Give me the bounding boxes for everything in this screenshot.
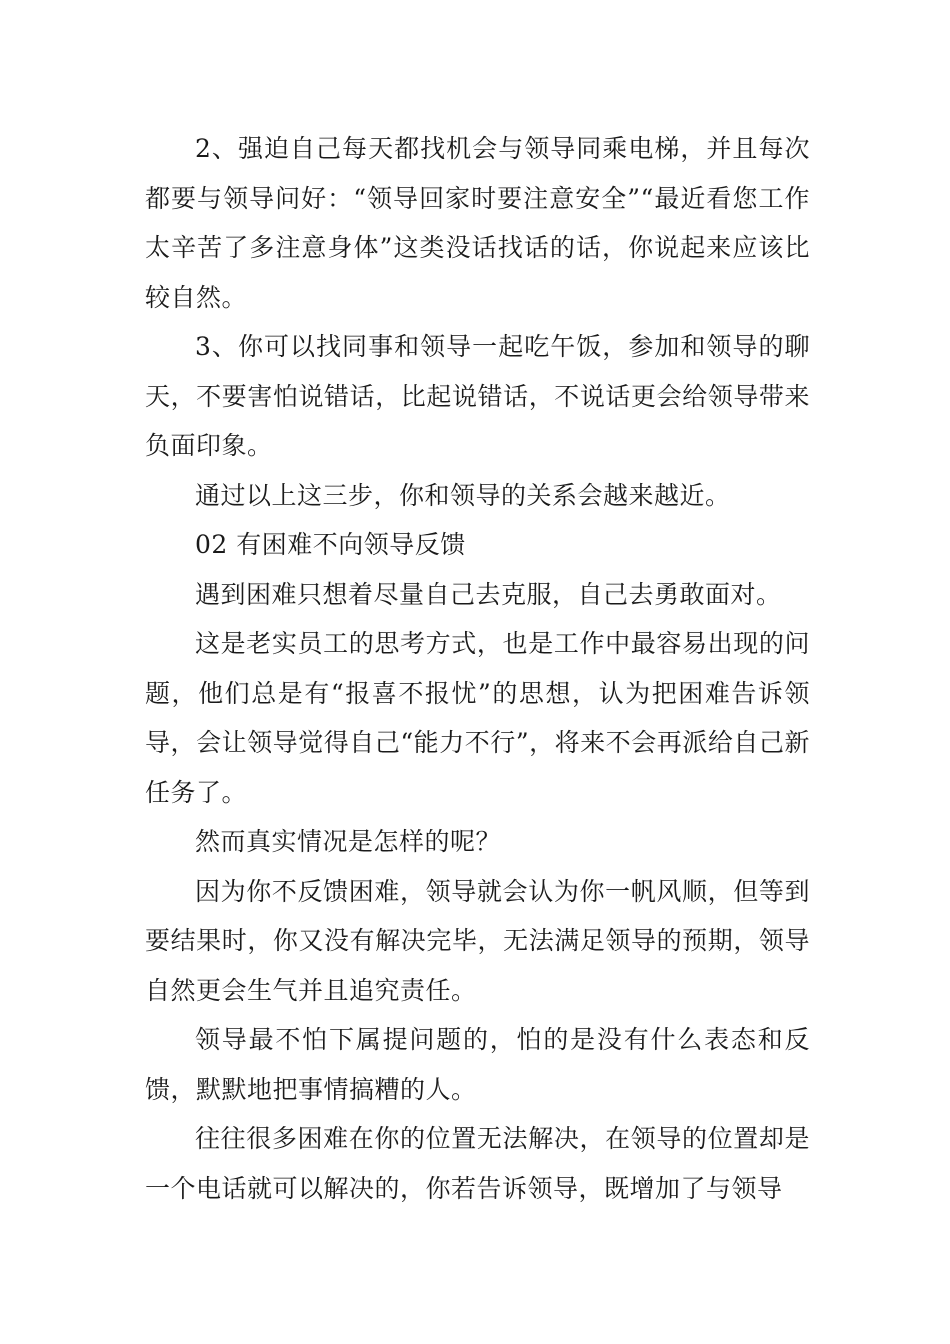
paragraph-leader-position: 往往很多困难在你的位置无法解决，在领导的位置却是一个电话就可以解决的，你若告诉领导，既增加了与领导 <box>145 1124 810 1203</box>
paragraph-no-feedback-consequence: 因为你不反馈困难，领导就会认为你一帆风顺，但等到要结果时，你又没有解决完毕，无法满足领导的预期，领导自然更会生气并且追究责任。 <box>145 876 810 1005</box>
paragraph-lunch-tip: 3、你可以找同事和领导一起吃午饭，参加和领导的聊天，不要害怕说错话，比起说错话，不说话更会给领导带来负面印象。 <box>145 332 810 460</box>
paragraph-elevator-tip: 2、强迫自己每天都找机会与领导同乘电梯，并且每次都要与领导问好：“领导回家时要注意安全”“最近看您工作太辛苦了多注意身体”这类没话找话的话，你说起来应该比较自然。 <box>145 134 810 312</box>
paragraph-leader-fear: 领导最不怕下属提问题的，怕的是没有什么表态和反馈，默默地把事情搞糟的人。 <box>145 1025 810 1104</box>
paragraph-three-steps-summary: 通过以上这三步，你和领导的关系会越来越近。 <box>195 480 731 510</box>
paragraph-honest-employee-mindset: 这是老实员工的思考方式，也是工作中最容易出现的问题，他们总是有“报喜不报忧”的思想，认为把困难告诉领导，会让领导觉得自己“能力不行”，将来不会再派给自己新任务了。 <box>145 629 810 807</box>
paragraph-question: 然而真实情况是怎样的呢？ <box>195 827 502 856</box>
section-heading-02: 02 有困难不向领导反馈 <box>195 530 466 559</box>
document-body <box>145 124 810 1213</box>
paragraph-facing-difficulty: 遇到困难只想着尽量自己去克服，自己去勇敢面对。 <box>195 579 782 609</box>
